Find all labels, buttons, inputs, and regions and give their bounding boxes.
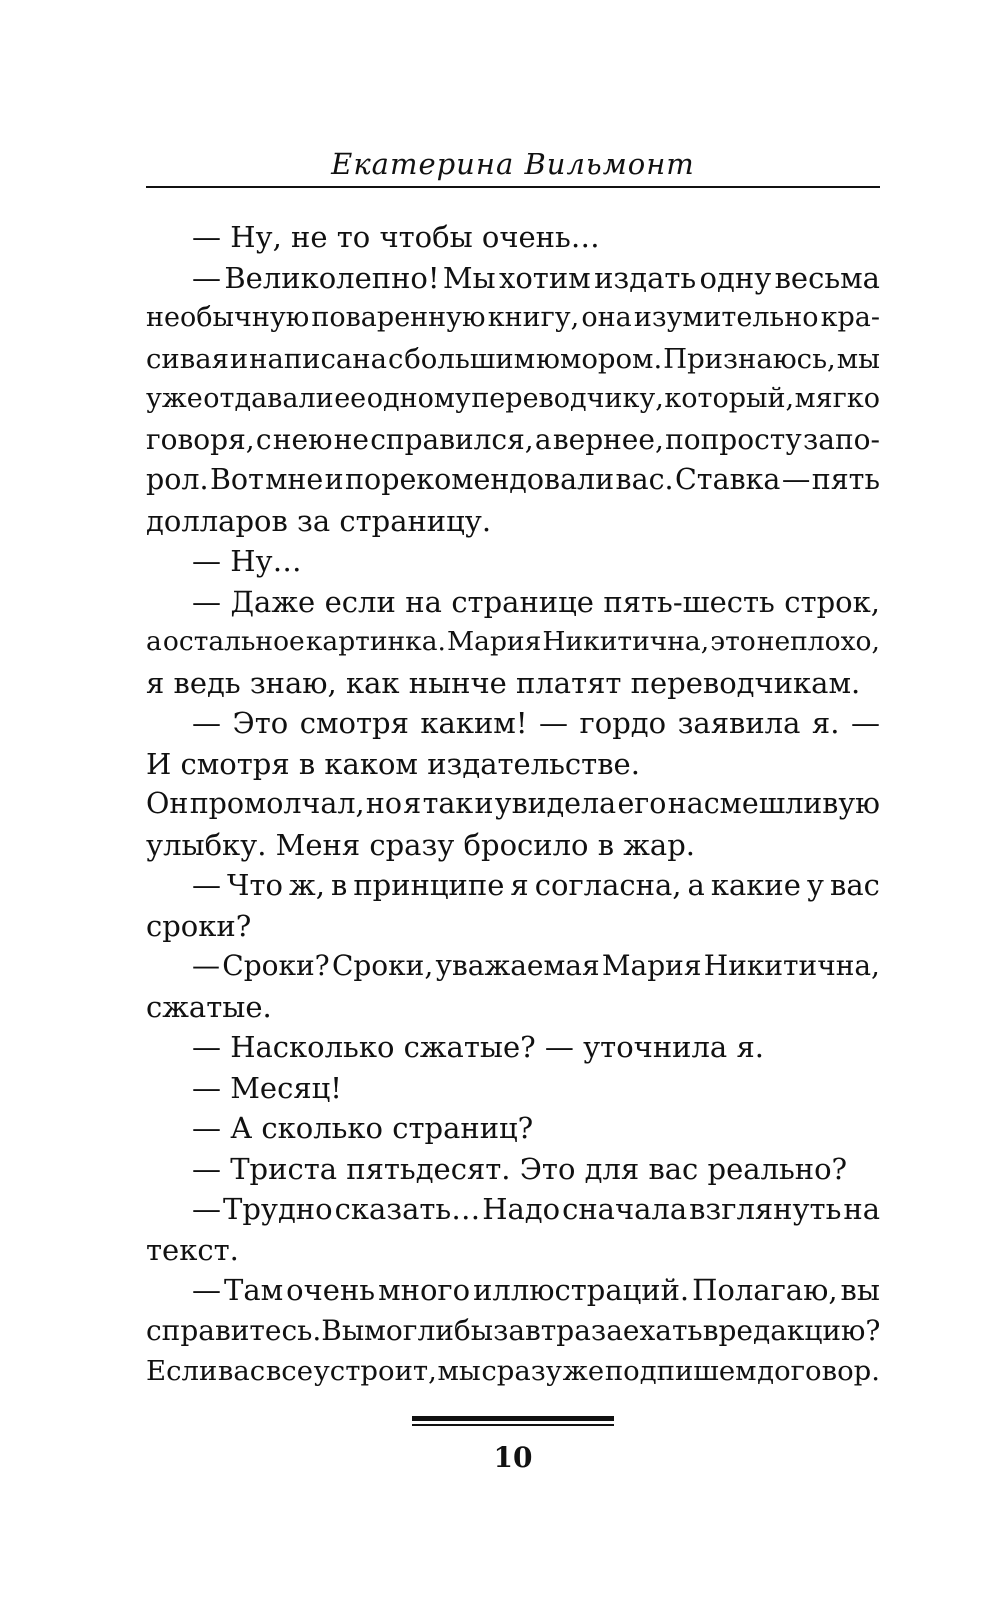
- text-line: необычную поваренную книгу, она изумительно кра-: [146, 302, 880, 333]
- text-body: [146, 217, 880, 1392]
- text-line: И смотря в каком издательстве.: [146, 746, 640, 781]
- text-line: — Триста пятьдесят. Это для вас реально?: [192, 1151, 848, 1186]
- text-line: — А сколько страниц?: [192, 1111, 534, 1145]
- text-line: справитесь. Вы могли бы завтра заехать в редакцию?: [146, 1313, 881, 1347]
- text-line: — Насколько сжатые? — уточнила я.: [192, 1030, 764, 1064]
- text-line: долларов за страницу.: [146, 503, 492, 538]
- text-line: — Даже если на странице пять-шесть строк,: [192, 584, 880, 619]
- page-number: 10: [493, 1441, 533, 1474]
- text-line: уже отдавали ее одному переводчику, который, мягко: [146, 383, 880, 414]
- running-head: Екатерина Вильмонт: [331, 147, 695, 181]
- text-line: — Сроки? Сроки, уважаемая Мария Никитична,: [192, 949, 880, 982]
- header-rule: [146, 186, 880, 188]
- text-line: говоря, с нею не справился, а вернее, попросту запо-: [146, 422, 880, 456]
- text-line: сивая и написана с большим юмором. Признаюсь, мы: [146, 342, 880, 375]
- text-line: я ведь знаю, как нынче платят переводчикам.: [146, 665, 861, 700]
- text-line: Если вас все устроит, мы сразу же подпишем договор.: [146, 1355, 880, 1387]
- text-line: сроки?: [146, 908, 252, 943]
- text-line: — Что ж, в принципе я согласна, а какие у вас: [192, 868, 880, 902]
- text-line: — Ну, не то чтобы очень…: [192, 220, 600, 254]
- text-line: сжатые.: [146, 989, 272, 1024]
- text-line: текст.: [146, 1232, 239, 1267]
- text-line: а остальное картинка. Мария Никитична, это неплохо,: [146, 626, 880, 657]
- text-line: — Месяц!: [192, 1070, 342, 1105]
- text-line: улыбку. Меня сразу бросило в жар.: [146, 827, 695, 862]
- text-line: — Это смотря каким! — гордо заявила я. —: [192, 706, 880, 740]
- text-line: — Ну…: [192, 544, 302, 578]
- text-line: Он промолчал, но я так и увидела его насмешливую: [146, 787, 880, 820]
- text-line: рол. Вот мне и порекомендовали вас. Ставка — пять: [146, 463, 880, 496]
- text-line: — Трудно сказать… Надо сначала взглянуть на: [192, 1192, 880, 1226]
- footer-rule-thick: [412, 1416, 614, 1421]
- footer-rule-thin: [412, 1424, 614, 1426]
- text-line: — Там очень много иллюстраций. Полагаю, вы: [192, 1273, 880, 1307]
- text-line: — Великолепно! Мы хотим издать одну весьма: [192, 260, 880, 295]
